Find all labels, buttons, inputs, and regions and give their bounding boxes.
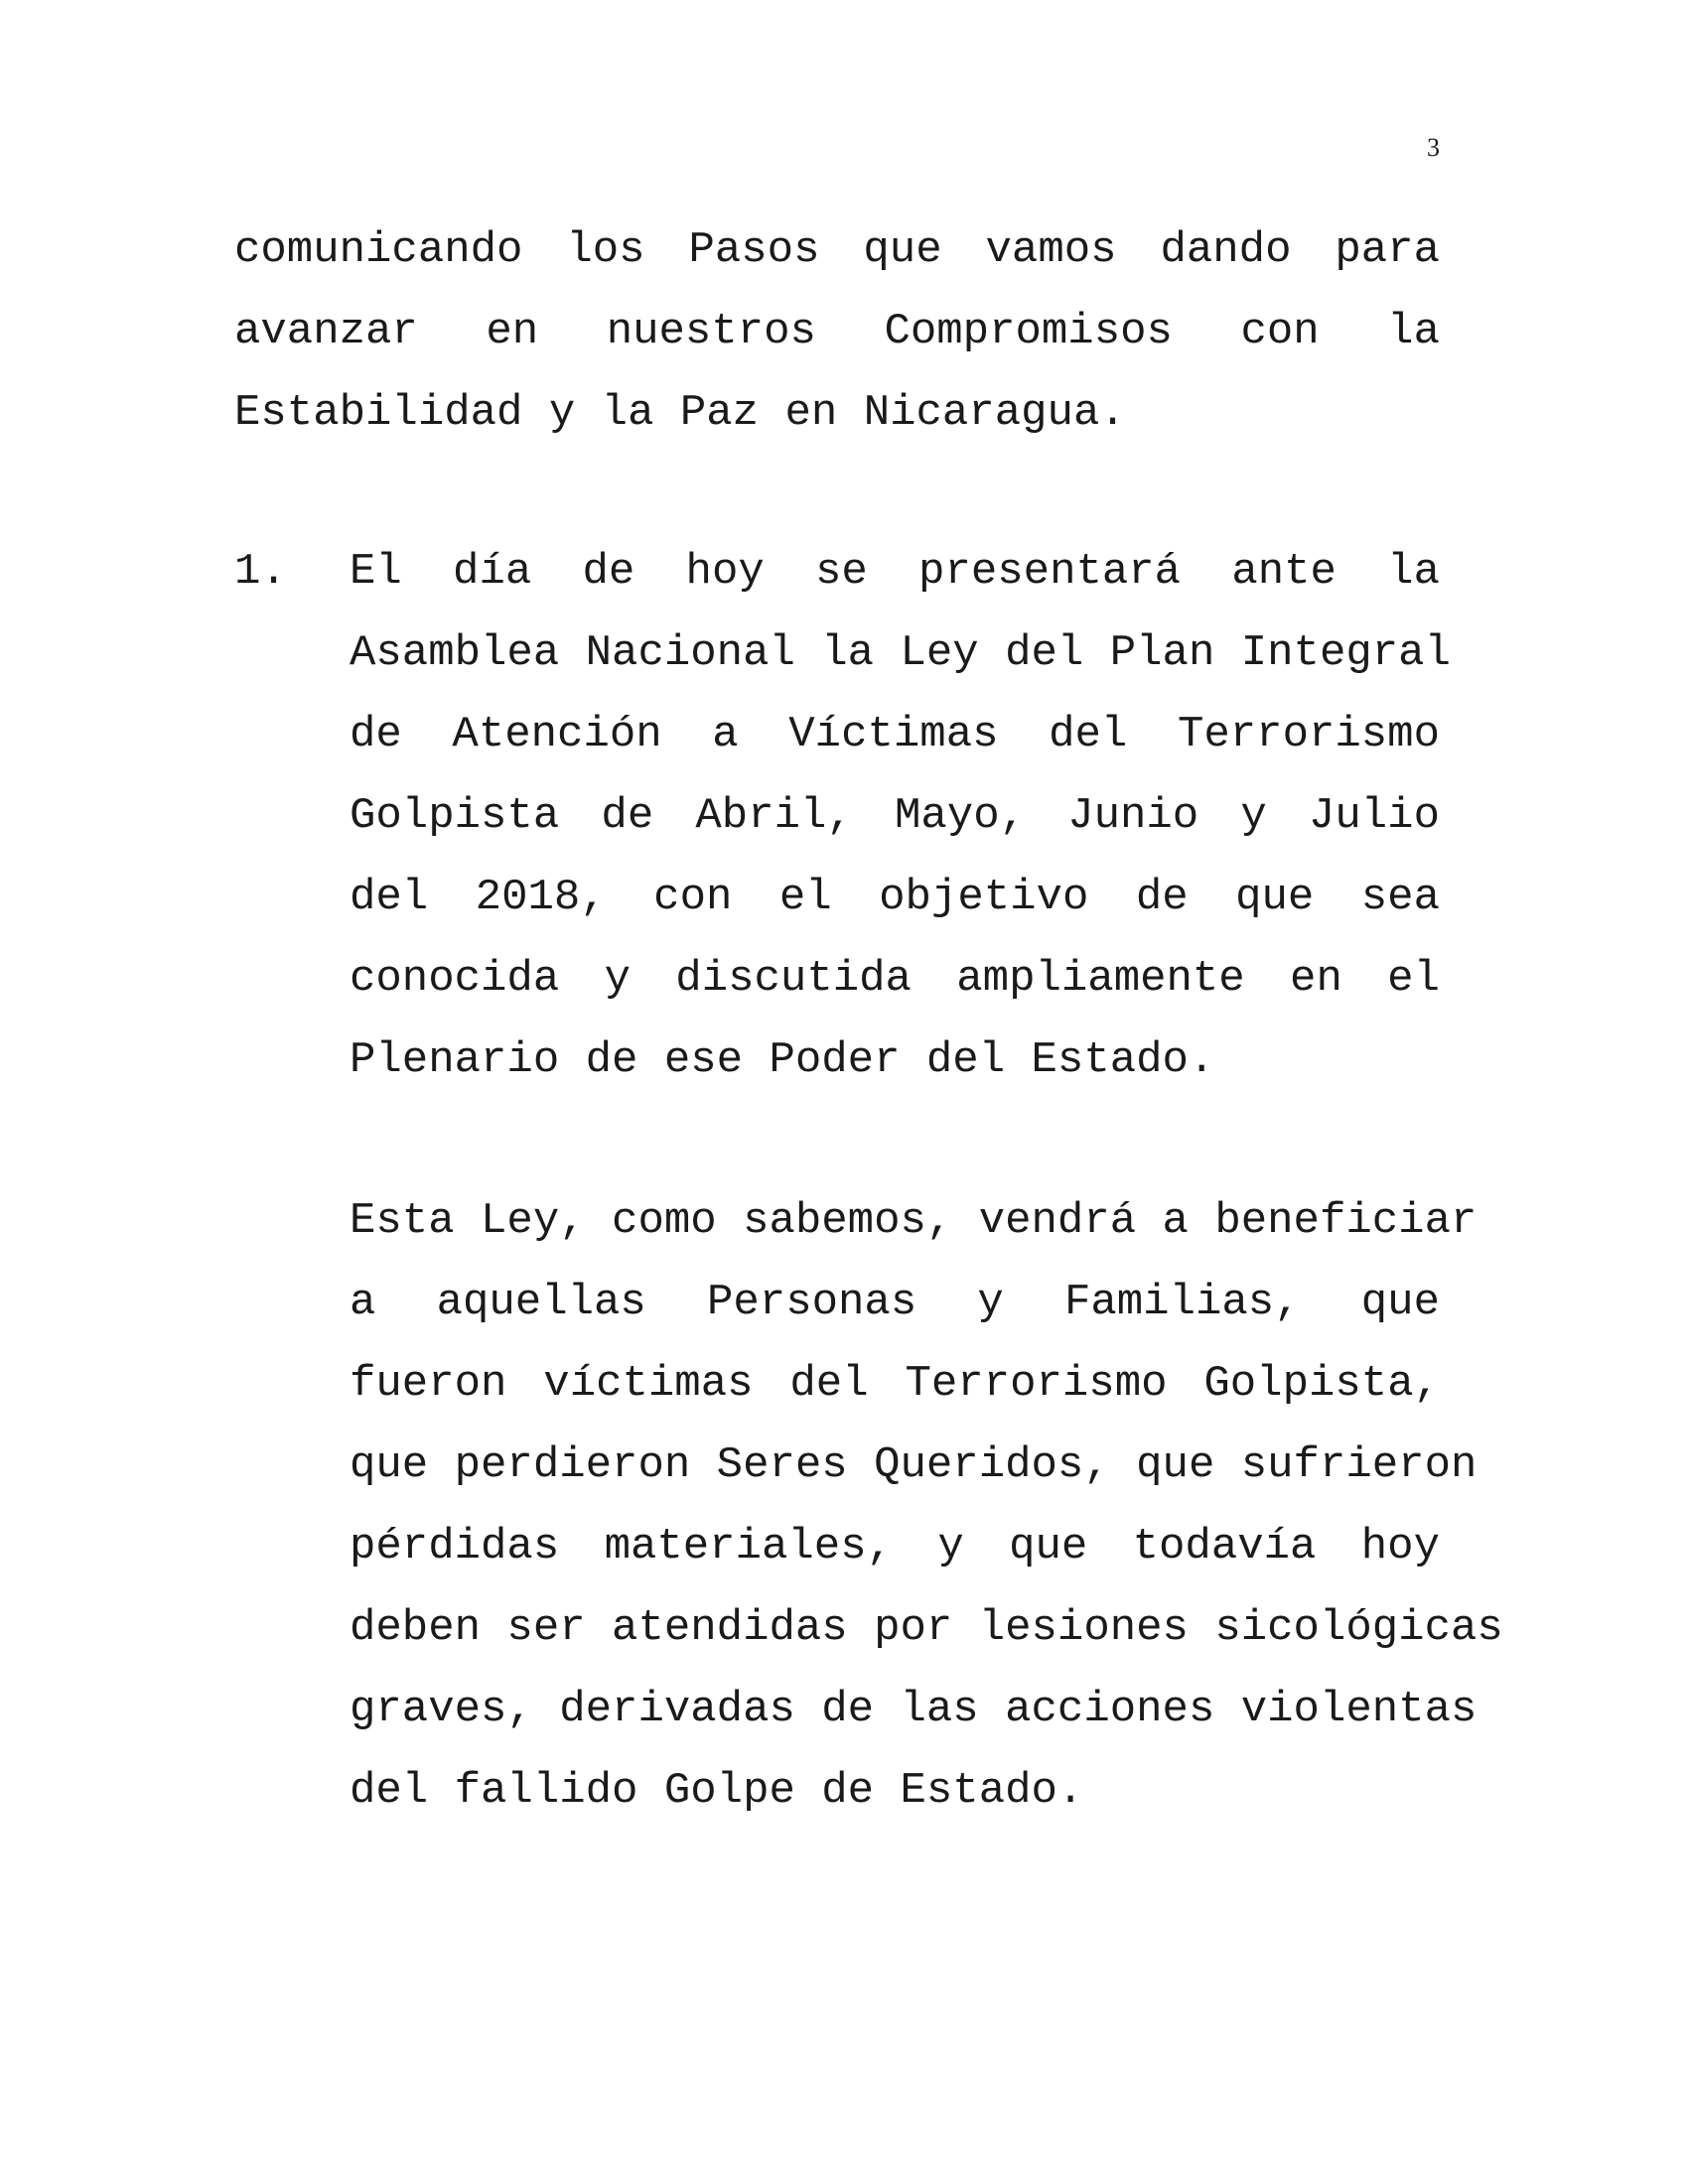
text-line: del 2018, con el objetivo de que sea — [350, 873, 1440, 922]
text-line: del fallido Golpe de Estado. — [350, 1766, 1084, 1816]
text-line: graves, derivadas de las acciones violentas — [350, 1685, 1477, 1734]
text-line: El día de hoy se presentará ante la — [350, 547, 1440, 597]
page-number: 3 — [1427, 133, 1440, 162]
text-line: Plenario de ese Poder del Estado. — [350, 1035, 1215, 1085]
text-line: Estabilidad y la Paz en Nicaragua. — [234, 388, 1126, 438]
text-line: que perdieron Seres Queridos, que sufrieron — [350, 1440, 1477, 1490]
text-line: de Atención a Víctimas del Terrorismo — [350, 710, 1440, 759]
text-line: Esta Ley, como sabemos, vendrá a beneficiar — [350, 1196, 1477, 1246]
list-item-number: 1. — [234, 547, 287, 597]
text-line: a aquellas Personas y Familias, que — [350, 1278, 1440, 1327]
text-line: Golpista de Abril, Mayo, Junio y Julio — [350, 791, 1440, 841]
text-line: Asamblea Nacional la Ley del Plan Integral — [350, 628, 1451, 678]
text-line: avanzar en nuestros Compromisos con la — [234, 307, 1440, 356]
text-line: deben ser atendidas por lesiones sicológicas — [350, 1603, 1503, 1653]
text-line: conocida y discutida ampliamente en el — [350, 954, 1440, 1004]
text-line: pérdidas materiales, y que todavía hoy — [350, 1522, 1440, 1571]
text-line: fueron víctimas del Terrorismo Golpista, — [350, 1359, 1440, 1409]
text-line: comunicando los Pasos que vamos dando para — [234, 225, 1440, 275]
